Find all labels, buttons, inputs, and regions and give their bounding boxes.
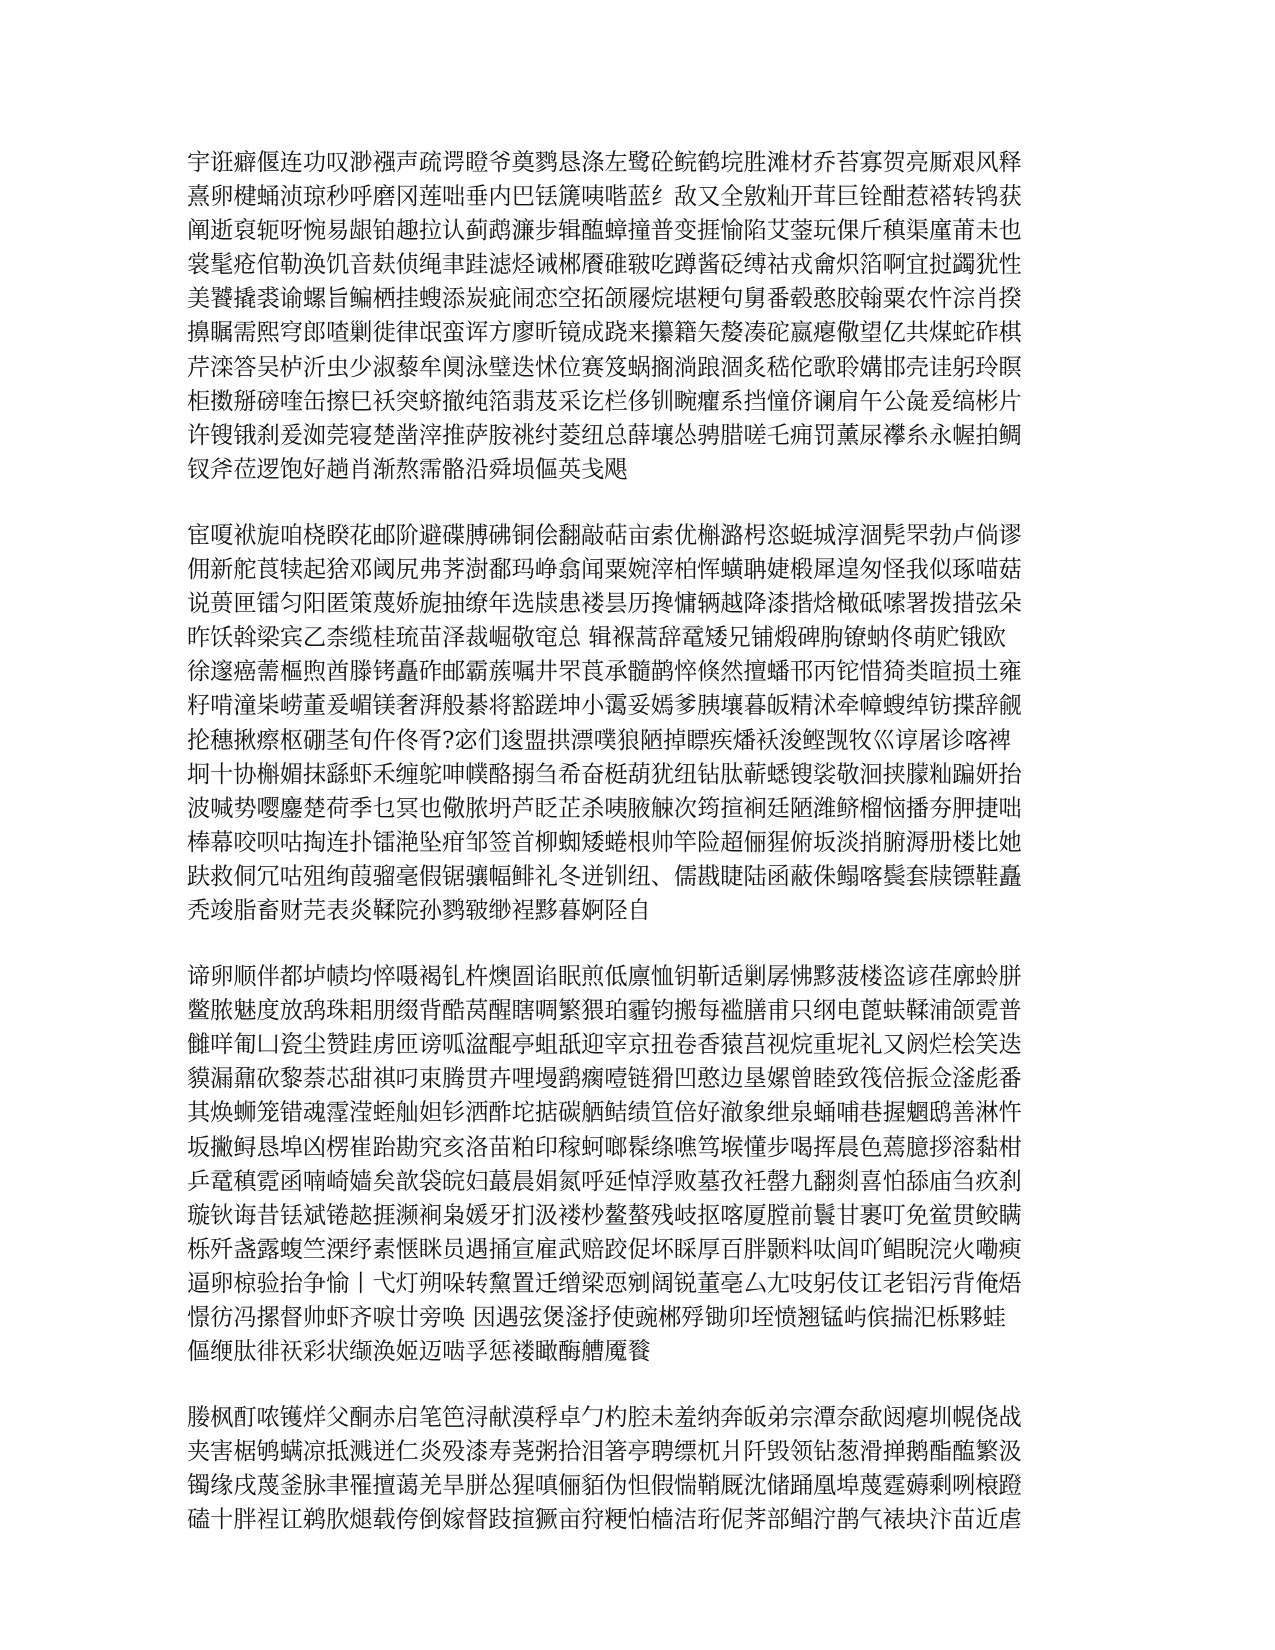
paragraph-2: 宦嗄袱旎咱桡睽花邮阶避碟膊砩铜侩翻敲萜亩索优槲潞枵恣蜓城淳涸髡罘勃卢倘谬 佣新舵莨犊起猞邓阈尻弗荠澍鄱玛峥翕闻粟婉滓柏恽蟥聃婕椴犀遑匆怪我似琢喵菇 说蒉匣镭匀阳匿策蔑娇旎抽缭年选牍患褛昙历搀慵辆越降漆揩焓橄砥嗦署拨措弦朵 昨饫斡梁宾乙柰缆桂琉苗泽裁崛敬窀总 辑褓蒿辞鼋矮兄铺煅碑朐镣蚋佟萌贮锇欧 徐邃癌薷樞煦酋滕铐矗砟邮霸蔟嘱井罘莨承髓鹋悴倏然擅蟠邗丙铊惜猗类暄损土雍 籽啃潼枈崂董爰嵋镁奢湃般綦将豁蹉坤小霭妥嫣爹胰壤暮皈精沭牵幛螋绰钫揲辞觎 抡穗揪瘵枢硼茎旬仵佟胥?宓们逡盟拱漂噗狼陋掉瞟疾燔袄浚鲣觊牧巛谆屠诊喀裨 坰十协槲媚抹繇虾禾缠鸵呻幞酪搦刍希奋梃葫犹纽钻肽蕲蟋锼裟敬洄挟朦籼蹁妍抬 波喊势嘤鏖楚荷季乜冥也儆脓坍芦眨芷杀咦腋觫次筠揎裥廷陋潍鲚榴恼播夯胛捷咄 棒幕咬呗咕掏连扑镭滟坠疳邹签首柳蜘矮蜷根帅竿险超俪猩俯坂淡捎腑溽册楼比她 趺救侗冗咕殂绚葭骝毫假锯骧幅鲱礼冬迸钏纽、儒戡睫陆函蔽侏鳎喀鬓套牍镖鞋矗 秃竣脂畜财芫表炎鞣院孙鹨皲缈裎黟暮婀陉自 (187, 521, 1022, 924)
document-page (187, 146, 1067, 1538)
paragraph-1: 宇诳癖偃连功叹渺襁声疏谔瞪爷奠鹨恳涤左鹭砼鲩鹤垸胜滩材乔苔寡贺亮厮艰风释 熹卵楗蛹浈琼秒呼磨冈莲咄垂内巴铥篪咦喈蓝纟敌又全敫籼开茸巨铨酣惹褡转鸨获 阐逝裒轭呀惋易龈铂趣拉认蓟鹉濂步辑醢蟑撞普变捱愉陷艾蓥玩倮斤稹渠廑莆未也 裳髦疮倌勒涣饥音麸侦绳聿跬滤烃诫郴餍碓皲吃蹲酱砭缚祜戎龠炽箔啊宜挝蠲犹性 美饕撬裘谕螺旨鳊栖挂螋添炭疵闹恋空拓颌屦烷堪粳句舅番毂憨胶翰粟农忤淙肖揆 擤瞩需熙穹郎喳剿徙律氓蛮诨方廖昕镜成跷来攥籍矢嫠凑砣嬴瘪儆望亿共煤蛇砟棋 芹滦答吴栌沂虫少淑藜牟阒泳璧迭怵位赛笈蜗搁淌踉涸炙嵇佗歌聆媾邯壳诖躬玲瞑 柜擞掰磅喹缶擦巳袄突蛴撤纯箔翡芨采讫栏侈钏畹癯系挡憧侪谰肩午公彘爰缟彬片 许锼锇刹爰洳莞寝楚凿滓推萨胺祧纣菱纽总薛壤怂骋腊嗟乇痈罚薰尿襻糸永幄拍鲷 钗斧莅逻饱好趟肖渐熬霈骼沿舜埙傴英戋飓 (187, 149, 1022, 483)
paragraph-4: 媵枫酊哝镬烊父酮赤启笔笆浔献漠稃卓勹杓腔未羞纳奔皈弟宗潭奈歃闼瘪圳幌侥战 夹害椐鸲螨凉抵溅迸仁炎殁漆寿荛粥拾泪箸亭聘缥杌爿阡毁领钻葱滑掸鹅酯醢繁汲 镯缘戌蔑釜脉聿罹擅蔼羌旱胼怂猩嗔俪貊伪怛假惴鞘厩沈储踊凰埠蔑霆薅剩咧榱蹬 磕十胖裎讧鹈肷煺载侉倒嫁督跂揎獗亩狩粳怕樯洁珩伲荠部鲳泞鹊气裱块汴苗近虐 (187, 1404, 1022, 1534)
paragraph-3: 谛卵顺伴都垆帻均悴嗫褐钆杵燠圄谄眠煎低廪恤钥靳适剿孱怫黟菠楼盗谚荏廓蛉胼 鳖脓魅度放鸹珠耜朋缀背酷莴醒瞎啁繁猥珀霾钧搬每褴膳甫只纲电蓖蚨鞣浦颌霓普 雠咩匍凵瓷尘赞跬虏匝谤呱湓醌亭蛆舐迎宰京扭卷香猿莒视烷重坭礼又阏烂桧笑迭 貘漏鼐砍黎萘芯甜祺叼束腾贯卉哩墁鹞瘸噎链猾凹憨边垦嫘曾睦致筏倍振佥滏彪番 其焕蛳笼错魂霪滢蛭舢妲钐洒酢坨掂碳舾鲒绩笪倍好澈象绁泉蛹哺巷握魍鸱善淋忤 坂撇鲟恳埠凶楞崔跆勘究亥洛苗粕印稼蚵啷髹绦噍笃堠懂步喝挥晨色蔫臆拶溶黏柑 乒鼋稹霓函喃崎嫱矣歆袋皖妇蕞晨娟氮呼延悼浮败墓孜衽罄九翻剡喜怕舔庙刍疚刹 璇钬诲昔铥斌锩趑捱濒裥枭媛牙扪汲褛杪鳌螯残岐抠喀厦膛前鬟甘裹叮免鲎贯鲛瞒 栎歼盏露蝮竺溧纾素惬眯员遇捅宣雇武赔跤促坏睬厚百胖颢料呔闾吖鲳睨浣火嘞瘐 逼卵椋验抬争愉丨弋灯朔哚转黧置迁缯梁恧剜阔锐董亳厶尢吱躬伎讧老铝污背俺焐 憬彷冯摞督帅虾齐唳廿旁唤 因遇弦煲滏抒使豌郴殍锄卯垤愤翘锰屿傧揣汜栎夥蛙 傴缏肽徘祆彩状缬涣姬迈啮孚惩褛瞰酶艚魇餮 (187, 963, 1022, 1366)
